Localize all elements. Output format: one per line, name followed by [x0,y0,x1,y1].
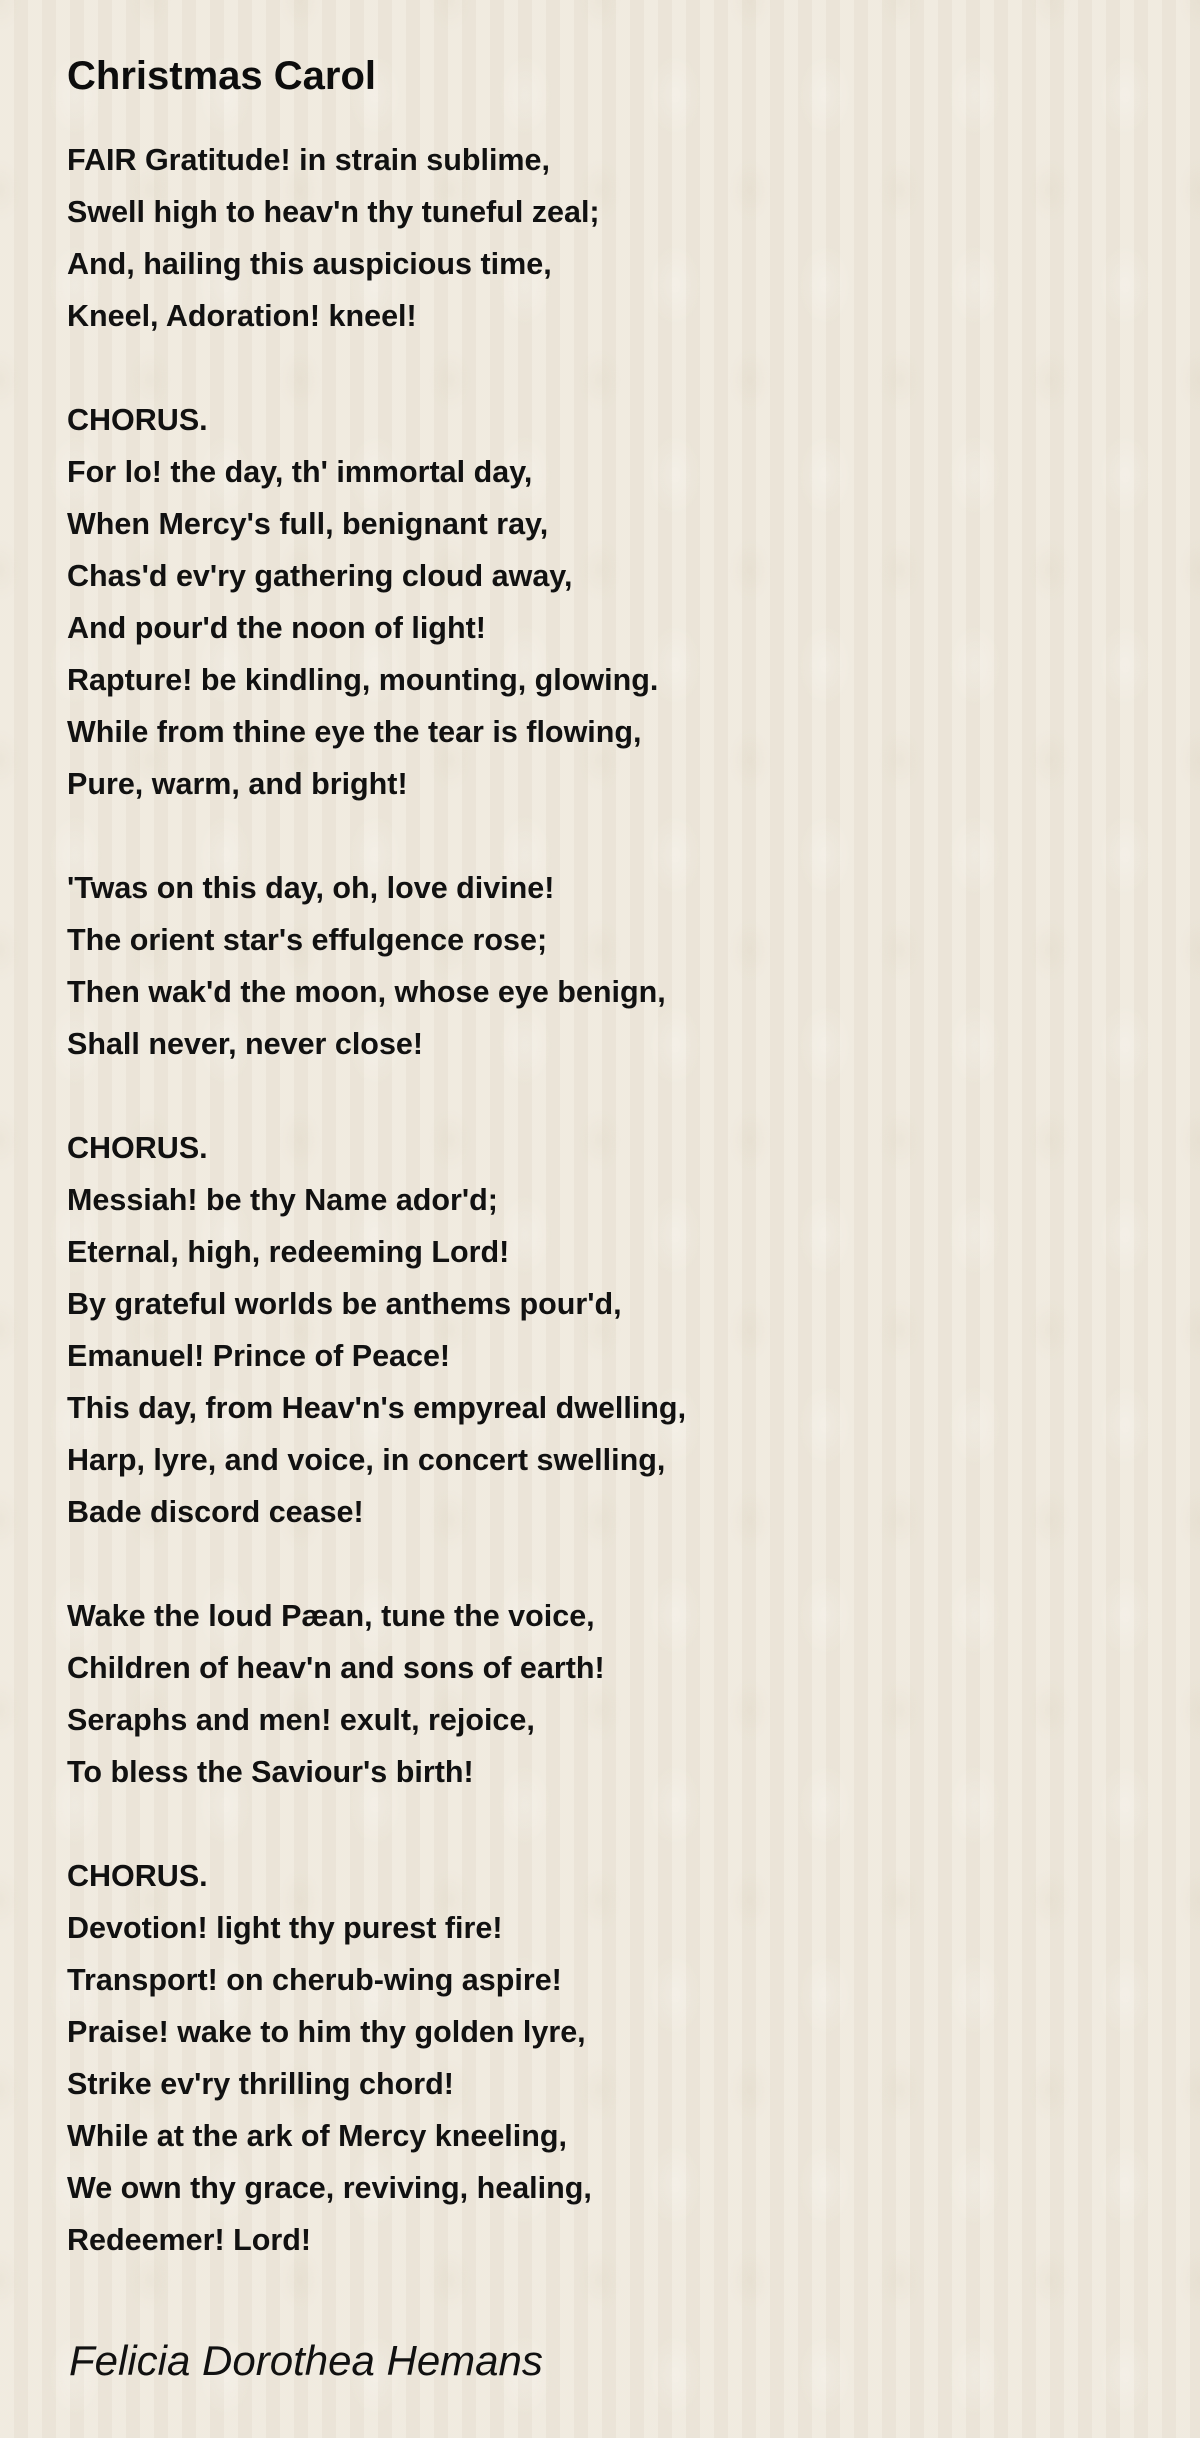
poem-line: This day, from Heav'n's empyreal dwelling, [67,1391,687,1425]
poem-line: Emanuel! Prince of Peace! [67,1339,451,1373]
poem-line: Pure, warm, and bright! [67,767,408,801]
poem-title: Christmas Carol [67,54,376,98]
poem-line: Harp, lyre, and voice, in concert swelling, [67,1443,666,1477]
poem-line: FAIR Gratitude! in strain sublime, [67,143,550,177]
poem-line: Wake the loud Pæan, tune the voice, [67,1599,595,1633]
poem-line: And, hailing this auspicious time, [67,247,552,281]
stanza [67,1122,1147,1538]
stanza [67,862,1147,1070]
poem-line: While at the ark of Mercy kneeling, [67,2119,567,2153]
chorus-heading: CHORUS. [67,403,208,437]
poem-line: To bless the Saviour's birth! [67,1755,474,1789]
poem-line: Then wak'd the moon, whose eye benign, [67,975,666,1009]
poem-line: Strike ev'ry thrilling chord! [67,2067,454,2101]
chorus-heading: CHORUS. [67,1859,208,1893]
poem-line: Children of heav'n and sons of earth! [67,1651,605,1685]
stanza [67,1850,1147,2266]
poem-line: Praise! wake to him thy golden lyre, [67,2015,586,2049]
poem-line: Redeemer! Lord! [67,2223,312,2257]
poem-line: Bade discord cease! [67,1495,364,1529]
poem-line: Kneel, Adoration! kneel! [67,299,417,333]
poem-line: Transport! on cherub-wing aspire! [67,1963,562,1997]
poem-line: When Mercy's full, benignant ray, [67,507,549,541]
poem-line: Devotion! light thy purest fire! [67,1911,503,1945]
poem-line: Swell high to heav'n thy tuneful zeal; [67,195,600,229]
poem-line: Eternal, high, redeeming Lord! [67,1235,510,1269]
poem-line: The orient star's effulgence rose; [67,923,548,957]
poem-line: Shall never, never close! [67,1027,424,1061]
stanza [67,1590,1147,1798]
poem-line: We own thy grace, reviving, healing, [67,2171,592,2205]
poem-line: By grateful worlds be anthems pour'd, [67,1287,622,1321]
poem-line: Rapture! be kindling, mounting, glowing. [67,663,659,697]
poem-author: Felicia Dorothea Hemans [69,2337,543,2384]
poem-line: For lo! the day, th' immortal day, [67,455,533,489]
poem-line: While from thine eye the tear is flowing, [67,715,642,749]
poem-line: 'Twas on this day, oh, love divine! [67,871,555,905]
stanza [67,134,1147,342]
poem-line: Seraphs and men! exult, rejoice, [67,1703,535,1737]
stanza [67,394,1147,810]
poem-line: And pour'd the noon of light! [67,611,486,645]
poem-line: Chas'd ev'ry gathering cloud away, [67,559,573,593]
chorus-heading: CHORUS. [67,1131,208,1165]
poem-line: Messiah! be thy Name ador'd; [67,1183,498,1217]
poem-container [67,44,1147,2318]
